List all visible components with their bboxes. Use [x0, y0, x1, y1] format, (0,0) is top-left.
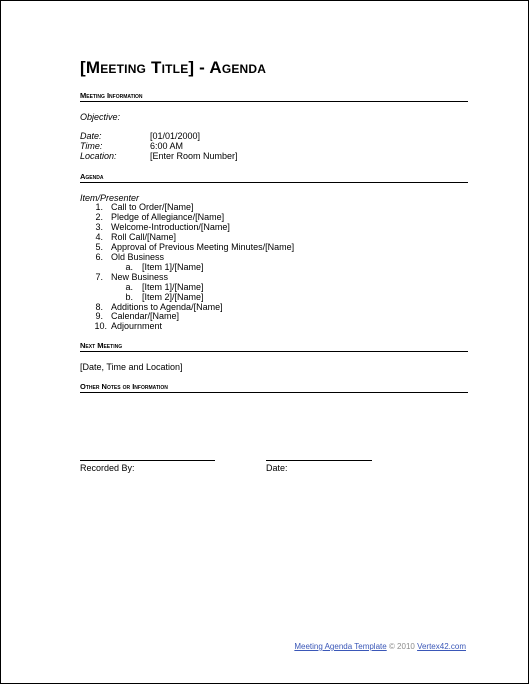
date-value: [01/01/2000] — [150, 131, 201, 141]
date-label: Date: — [80, 131, 102, 141]
list-item-number: 10. — [94, 321, 107, 331]
sub-item-letter: a. — [125, 282, 133, 292]
list-item: Welcome-Introduction/[Name] — [111, 222, 230, 232]
list-item-number: 1. — [95, 202, 103, 212]
list-item-number: 9. — [95, 311, 103, 321]
next-meeting-value: [Date, Time and Location] — [80, 362, 183, 372]
date-signature-line — [266, 460, 372, 461]
list-item: New Business — [111, 272, 169, 282]
list-item-number: 5. — [95, 242, 103, 252]
location-label: Location: — [80, 151, 117, 161]
list-item-number: 4. — [95, 232, 103, 242]
section-meeting-information: Meeting Information — [80, 91, 468, 102]
vertex42-link[interactable]: Vertex42.com — [417, 642, 466, 651]
list-item: Adjournment — [111, 321, 163, 331]
date-signature-label: Date: — [266, 463, 288, 473]
list-item-number: 2. — [95, 212, 103, 222]
sub-list-item: [Item 1]/[Name] — [142, 282, 204, 292]
meeting-agenda-template-link[interactable]: Meeting Agenda Template — [294, 642, 387, 651]
time-label: Time: — [80, 141, 103, 151]
list-item: Calendar/[Name] — [111, 311, 180, 321]
location-value: [Enter Room Number] — [150, 151, 238, 161]
page-title: [Meeting Title] - Agenda — [80, 58, 267, 77]
footer — [294, 642, 466, 651]
list-item-number: 7. — [95, 272, 103, 282]
recorded-by-line — [80, 460, 215, 461]
time-value: 6:00 AM — [150, 141, 184, 151]
list-item: Approval of Previous Meeting Minutes/[Name] — [111, 242, 295, 252]
list-item-number: 8. — [95, 302, 103, 312]
section-agenda: Agenda — [80, 172, 468, 183]
footer-copyright: © 2010 — [386, 642, 418, 651]
section-next-meeting: Next Meeting — [80, 341, 468, 352]
objective-label: Objective: — [80, 112, 121, 122]
list-item: Additions to Agenda/[Name] — [111, 302, 223, 312]
sub-item-letter: b. — [125, 292, 133, 302]
sub-item-letter: a. — [125, 262, 133, 272]
sub-list-item: [Item 2]/[Name] — [142, 292, 204, 302]
recorded-by-label: Recorded By: — [80, 463, 135, 473]
sub-list-item: [Item 1]/[Name] — [142, 262, 204, 272]
list-item: Call to Order/[Name] — [111, 202, 194, 212]
agenda-header: Item/Presenter — [80, 193, 140, 203]
list-item: Pledge of Allegiance/[Name] — [111, 212, 225, 222]
section-other-notes: Other Notes or Information — [80, 382, 468, 393]
list-item-number: 6. — [95, 252, 103, 262]
list-item-number: 3. — [95, 222, 103, 232]
list-item: Roll Call/[Name] — [111, 232, 177, 242]
list-item: Old Business — [111, 252, 165, 262]
